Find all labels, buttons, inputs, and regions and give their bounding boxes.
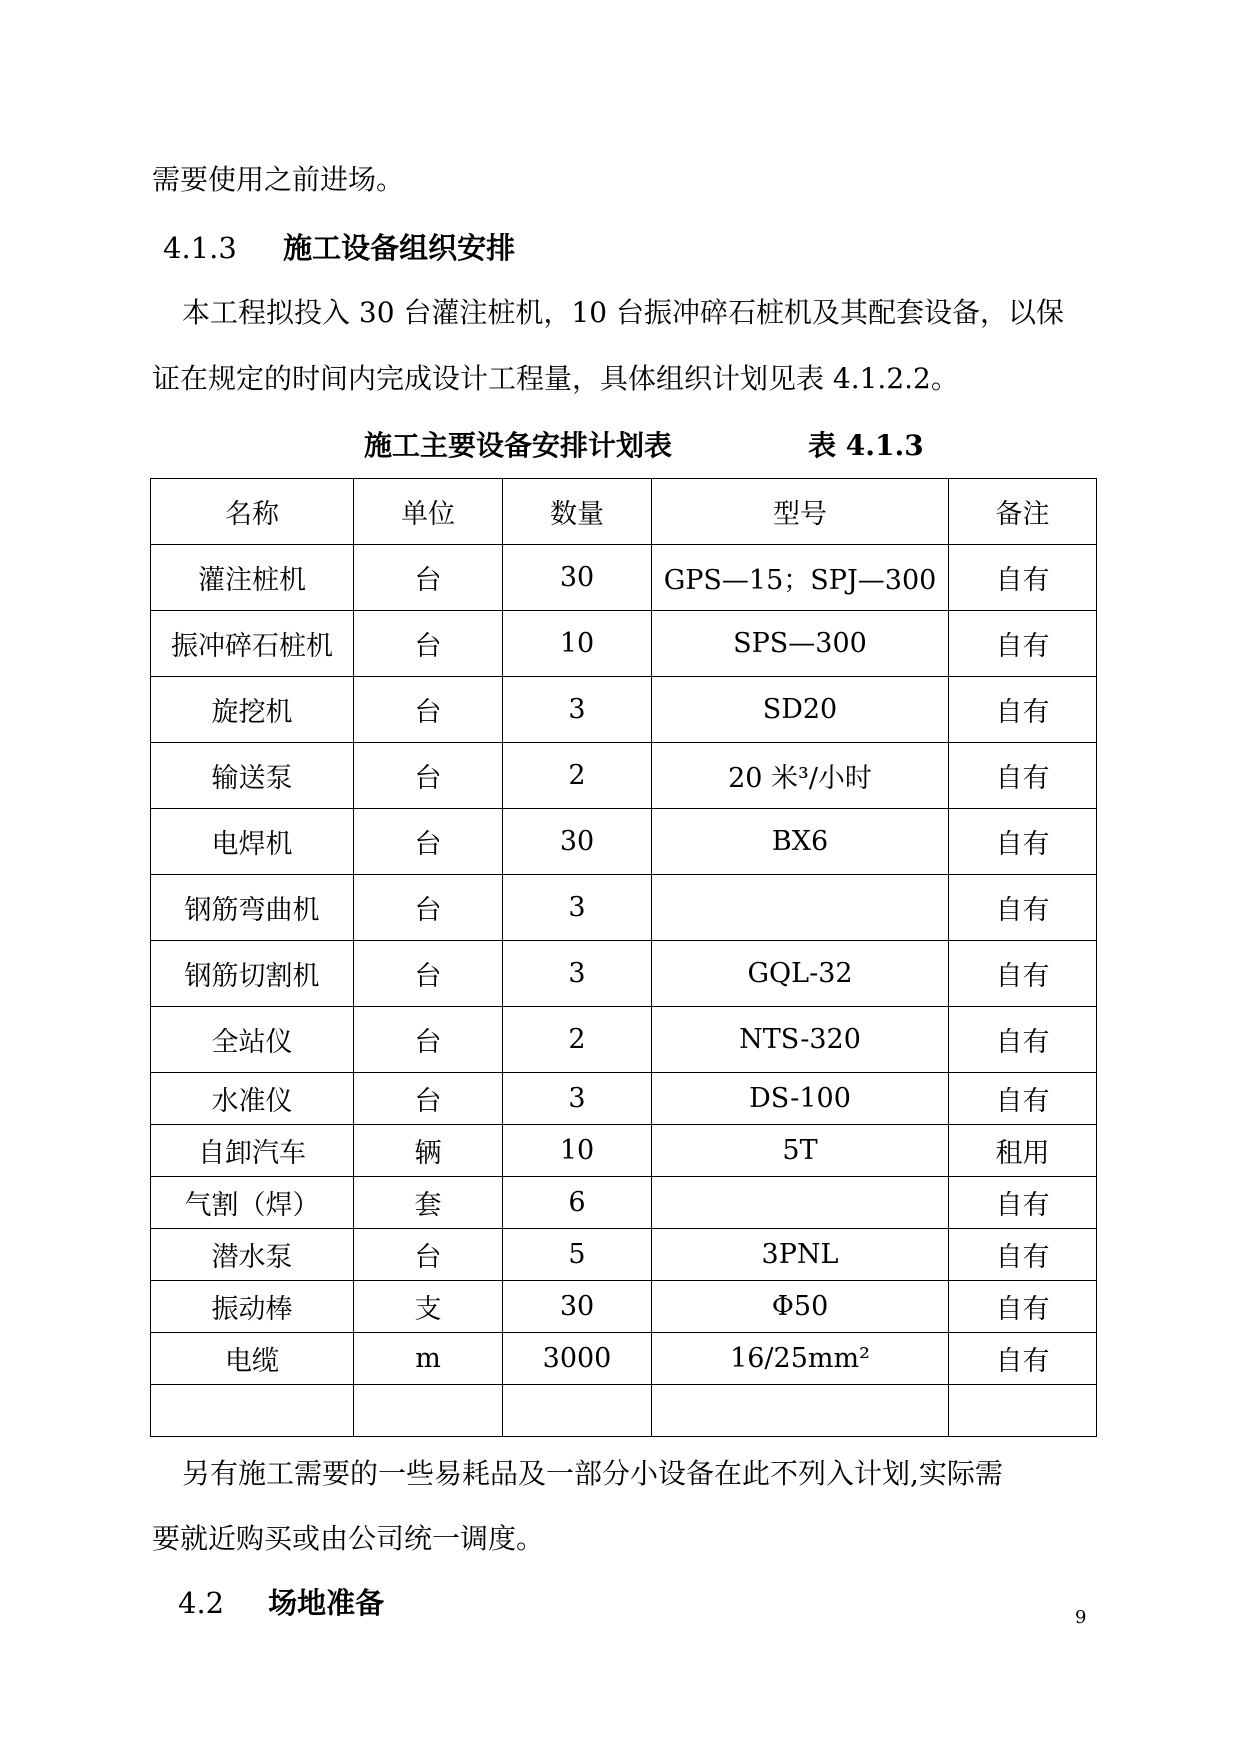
table-cell: DS-100 bbox=[652, 1073, 949, 1125]
table-cell: 3 bbox=[503, 677, 652, 743]
table-cell: SD20 bbox=[652, 677, 949, 743]
table-cell: 3 bbox=[503, 941, 652, 1007]
page-number: 9 bbox=[1075, 1607, 1087, 1628]
table-caption-ref: 表 4.1.3 bbox=[808, 429, 924, 462]
table-cell: 自卸汽车 bbox=[151, 1125, 354, 1177]
table-row bbox=[151, 677, 1097, 743]
table-cell: 30 bbox=[503, 1281, 652, 1333]
table-cell: 辆 bbox=[354, 1125, 503, 1177]
table-cell: 全站仪 bbox=[151, 1007, 354, 1073]
table-cell: 5T bbox=[652, 1125, 949, 1177]
table-cell bbox=[151, 1385, 354, 1437]
table-cell: SPS—300 bbox=[652, 611, 949, 677]
column-header: 名称 bbox=[151, 479, 354, 545]
paragraph-equipment-intro-line1: 本工程拟投入 30 台灌注桩机，10 台振冲碎石桩机及其配套设备，以保 bbox=[182, 296, 1064, 329]
section-heading-4-2 bbox=[178, 1583, 384, 1623]
table-cell: 自有 bbox=[949, 743, 1097, 809]
table-cell: 台 bbox=[354, 677, 503, 743]
table-cell: 30 bbox=[503, 809, 652, 875]
paragraph-continuation: 需要使用之前进场。 bbox=[152, 163, 405, 196]
paragraph-consumables-line2: 要就近购买或由公司统一调度。 bbox=[152, 1522, 545, 1555]
section-title: 施工设备组织安排 bbox=[283, 231, 516, 265]
paragraph-equipment-intro-line2: 证在规定的时间内完成设计工程量，具体组织计划见表 4.1.2.2。 bbox=[152, 362, 959, 395]
table-cell: 振冲碎石桩机 bbox=[151, 611, 354, 677]
table-cell: 自有 bbox=[949, 677, 1097, 743]
table-cell: 5 bbox=[503, 1229, 652, 1281]
table-cell: 旋挖机 bbox=[151, 677, 354, 743]
table-cell: 自有 bbox=[949, 1281, 1097, 1333]
column-header: 备注 bbox=[949, 479, 1097, 545]
table-cell: 支 bbox=[354, 1281, 503, 1333]
table-cell: 输送泵 bbox=[151, 743, 354, 809]
table-cell: 2 bbox=[503, 1007, 652, 1073]
table-row bbox=[151, 1333, 1097, 1385]
table-cell: 自有 bbox=[949, 941, 1097, 1007]
table-cell bbox=[652, 1177, 949, 1229]
table-cell bbox=[503, 1385, 652, 1437]
table-row bbox=[151, 941, 1097, 1007]
table-row bbox=[151, 545, 1097, 611]
table-cell: 30 bbox=[503, 545, 652, 611]
table-row bbox=[151, 809, 1097, 875]
table-row bbox=[151, 1177, 1097, 1229]
table-cell: 自有 bbox=[949, 1007, 1097, 1073]
table-cell: 台 bbox=[354, 1229, 503, 1281]
table-cell: GQL-32 bbox=[652, 941, 949, 1007]
table-cell: 电缆 bbox=[151, 1333, 354, 1385]
table-cell: 套 bbox=[354, 1177, 503, 1229]
table-cell: 3 bbox=[503, 1073, 652, 1125]
table-caption: 施工主要设备安排计划表 bbox=[364, 429, 673, 462]
table-row bbox=[151, 1281, 1097, 1333]
table-cell: 3PNL bbox=[652, 1229, 949, 1281]
table-row bbox=[151, 1229, 1097, 1281]
table-cell: 潜水泵 bbox=[151, 1229, 354, 1281]
section-number: 4.1.3 bbox=[163, 231, 237, 265]
table-cell: Φ50 bbox=[652, 1281, 949, 1333]
table-cell: 10 bbox=[503, 611, 652, 677]
table-cell bbox=[652, 1385, 949, 1437]
table-cell: 台 bbox=[354, 611, 503, 677]
section-title: 场地准备 bbox=[268, 1586, 385, 1620]
table-cell: 台 bbox=[354, 743, 503, 809]
table-header-row bbox=[151, 479, 1097, 545]
table-cell: BX6 bbox=[652, 809, 949, 875]
table-cell: 台 bbox=[354, 545, 503, 611]
table-cell bbox=[354, 1385, 503, 1437]
table-row bbox=[151, 611, 1097, 677]
table-row bbox=[151, 743, 1097, 809]
table-row bbox=[151, 1007, 1097, 1073]
table-cell: 台 bbox=[354, 1007, 503, 1073]
table-cell: GPS—15；SPJ—300 bbox=[652, 545, 949, 611]
table-cell bbox=[949, 1385, 1097, 1437]
table-cell: 自有 bbox=[949, 545, 1097, 611]
table-cell: 自有 bbox=[949, 1333, 1097, 1385]
table-row bbox=[151, 1073, 1097, 1125]
table-cell: 3000 bbox=[503, 1333, 652, 1385]
equipment-plan-table bbox=[150, 478, 1097, 1437]
column-header: 单位 bbox=[354, 479, 503, 545]
table-cell: 台 bbox=[354, 1073, 503, 1125]
table-cell: m bbox=[354, 1333, 503, 1385]
table-cell: 台 bbox=[354, 941, 503, 1007]
table-row bbox=[151, 1125, 1097, 1177]
column-header: 数量 bbox=[503, 479, 652, 545]
section-heading-4-1-3 bbox=[163, 228, 515, 268]
table-cell: 振动棒 bbox=[151, 1281, 354, 1333]
table-cell: 2 bbox=[503, 743, 652, 809]
table-cell: 气割（焊） bbox=[151, 1177, 354, 1229]
table-cell: 自有 bbox=[949, 875, 1097, 941]
table-cell: 20 米³/小时 bbox=[652, 743, 949, 809]
table-cell: 自有 bbox=[949, 611, 1097, 677]
table-row bbox=[151, 875, 1097, 941]
table-cell: 台 bbox=[354, 875, 503, 941]
table-cell: NTS-320 bbox=[652, 1007, 949, 1073]
table-cell bbox=[652, 875, 949, 941]
table-cell: 3 bbox=[503, 875, 652, 941]
table-cell: 自有 bbox=[949, 809, 1097, 875]
section-number: 4.2 bbox=[178, 1586, 225, 1620]
table-cell: 灌注桩机 bbox=[151, 545, 354, 611]
table-cell: 6 bbox=[503, 1177, 652, 1229]
table-cell: 10 bbox=[503, 1125, 652, 1177]
table-cell: 自有 bbox=[949, 1073, 1097, 1125]
table-cell: 16/25mm² bbox=[652, 1333, 949, 1385]
table-cell: 租用 bbox=[949, 1125, 1097, 1177]
table-cell: 自有 bbox=[949, 1177, 1097, 1229]
table-cell: 自有 bbox=[949, 1229, 1097, 1281]
column-header: 型号 bbox=[652, 479, 949, 545]
table-cell: 钢筋切割机 bbox=[151, 941, 354, 1007]
table-cell: 台 bbox=[354, 809, 503, 875]
table-cell: 钢筋弯曲机 bbox=[151, 875, 354, 941]
table-cell: 水准仪 bbox=[151, 1073, 354, 1125]
paragraph-consumables-line1: 另有施工需要的一些易耗品及一部分小设备在此不列入计划,实际需 bbox=[182, 1457, 1003, 1490]
table-cell: 电焊机 bbox=[151, 809, 354, 875]
table-row bbox=[151, 1385, 1097, 1437]
